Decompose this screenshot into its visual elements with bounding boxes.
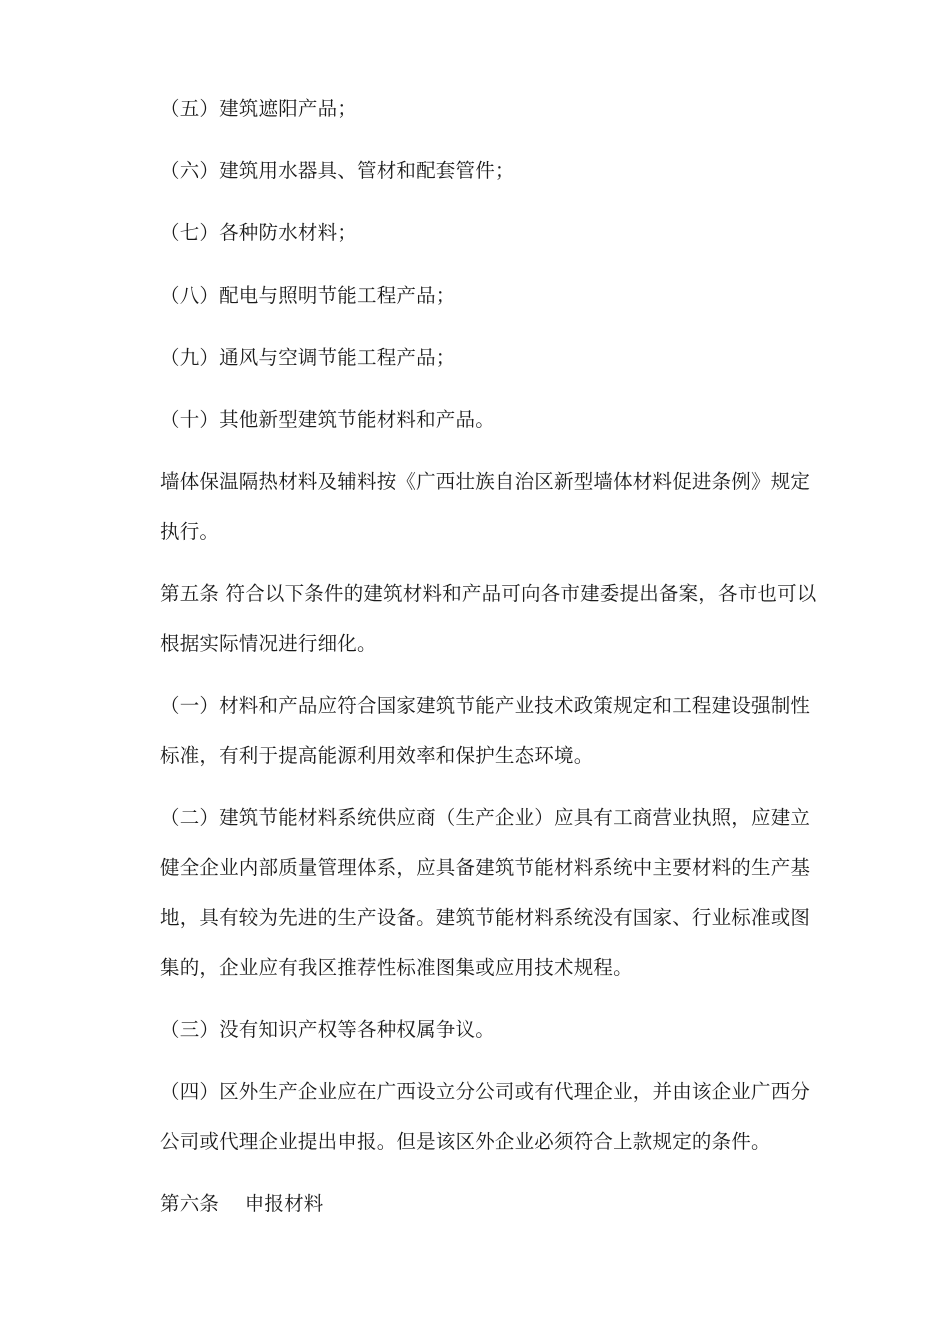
item-six: （六）建筑用水器具、管材和配套管件；: [160, 159, 515, 182]
condition4-line-2: 公司或代理企业提出申报。但是该区外企业必须符合上款规定的条件。: [160, 1130, 771, 1153]
condition4-line-1: （四）区外生产企业应在广西设立分公司或有代理企业，并由该企业广西分: [160, 1080, 811, 1103]
wall-note-line-2: 执行。: [160, 520, 220, 543]
condition2-line-3: 地，具有较为先进的生产设备。建筑节能材料系统没有国家、行业标准或图: [160, 906, 811, 929]
condition2-line-2: 健全企业内部质量管理体系，应具备建筑节能材料系统中主要材料的生产基: [160, 856, 811, 879]
condition1-line-2: 标准，有利于提高能源利用效率和保护生态环境。: [160, 744, 594, 767]
condition1-line-1: （一）材料和产品应符合国家建筑节能产业技术政策规定和工程建设强制性: [160, 694, 811, 717]
article5-line-2: 根据实际情况进行细化。: [160, 632, 377, 655]
condition2-line-1: （二）建筑节能材料系统供应商（生产企业）应具有工商营业执照，应建立: [160, 806, 811, 829]
item-eight: （八）配电与照明节能工程产品；: [160, 284, 456, 307]
item-ten: （十）其他新型建筑节能材料和产品。: [160, 408, 495, 431]
condition3: （三）没有知识产权等各种权属争议。: [160, 1018, 495, 1041]
article5-line-1: 第五条 符合以下条件的建筑材料和产品可向各市建委提出备案，各市也可以: [160, 582, 817, 605]
item-five: （五）建筑遮阳产品；: [160, 97, 358, 120]
article6-heading: 第六条 申报材料: [160, 1192, 324, 1215]
item-nine: （九）通风与空调节能工程产品；: [160, 346, 456, 369]
wall-note-line-1: 墙体保温隔热材料及辅料按《广西壮族自治区新型墙体材料促进条例》规定: [160, 470, 811, 493]
condition2-line-4: 集的，企业应有我区推荐性标准图集或应用技术规程。: [160, 956, 633, 979]
item-seven: （七）各种防水材料；: [160, 221, 358, 244]
